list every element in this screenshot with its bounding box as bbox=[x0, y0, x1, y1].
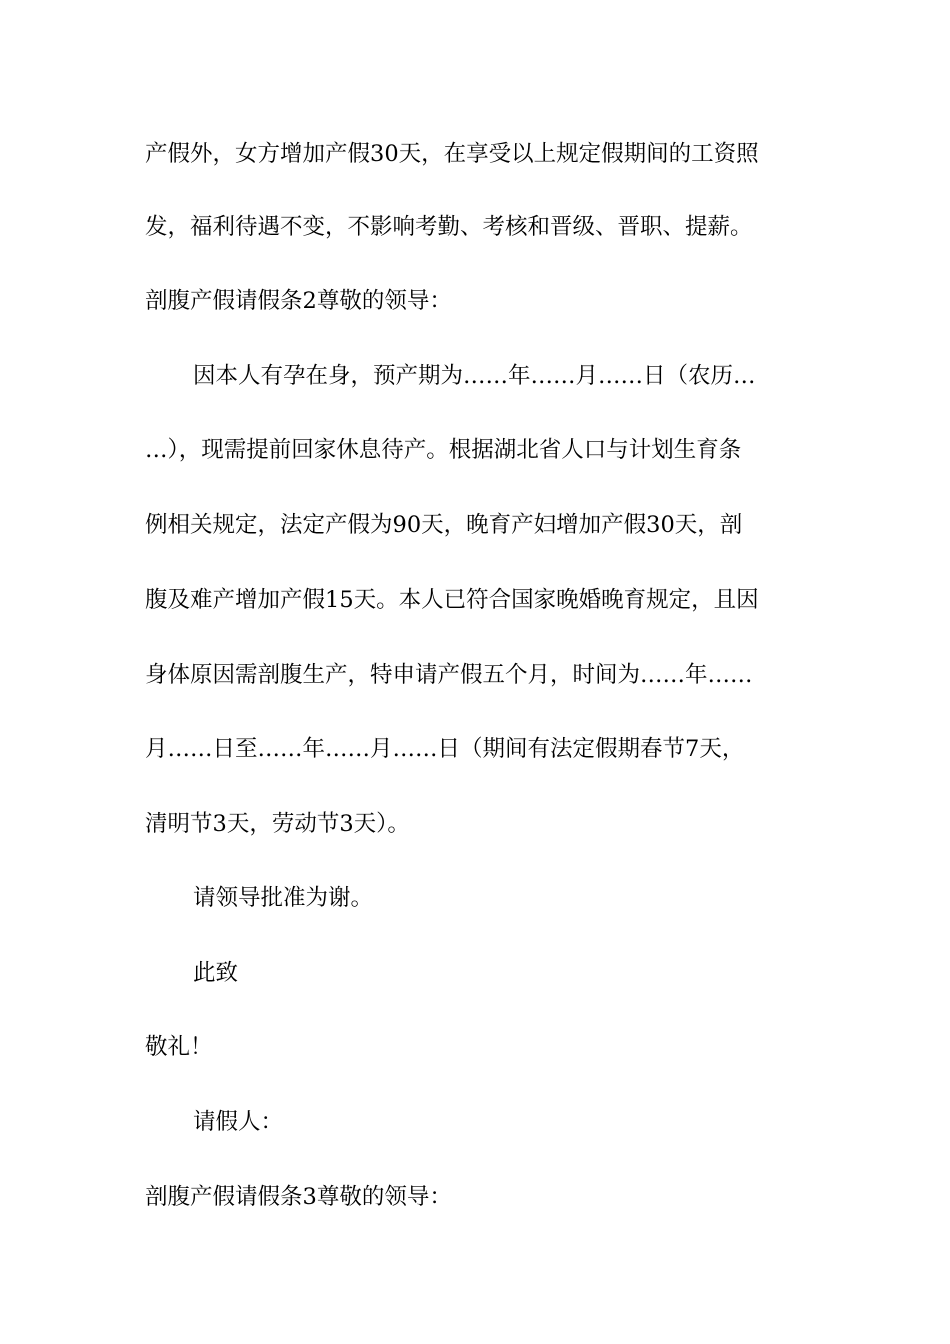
letter-heading: 剖腹产假请假条2尊敬的领导： bbox=[145, 288, 452, 314]
paragraph-line: 清明节3天，劳动节3天）。 bbox=[145, 811, 410, 837]
paragraph-line: 月……日至……年……月……日（期间有法定假期春节7天， bbox=[145, 736, 745, 762]
paragraph-line: …），现需提前回家休息待产。根据湖北省人口与计划生育条 bbox=[145, 437, 742, 463]
letter-heading: 剖腹产假请假条3尊敬的领导： bbox=[145, 1184, 452, 1210]
salutation-cizhi: 此致 bbox=[193, 960, 239, 986]
closing-request: 请领导批准为谢。 bbox=[193, 885, 374, 911]
paragraph-line: 身体原因需剖腹生产，特申请产假五个月，时间为……年…… bbox=[145, 662, 753, 688]
signature-label: 请假人： bbox=[193, 1109, 284, 1135]
paragraph-line: 例相关规定，法定产假为90天，晚育产妇增加产假30天，剖 bbox=[145, 512, 743, 538]
paragraph-line: 因本人有孕在身，预产期为……年……月……日（农历… bbox=[193, 363, 756, 389]
paragraph-line: 腹及难产增加产假15天。本人已符合国家晚婚晚育规定，且因 bbox=[145, 587, 759, 613]
paragraph-line: 产假外，女方增加产假30天，在享受以上规定假期间的工资照 bbox=[145, 141, 759, 167]
paragraph-line: 发，福利待遇不变，不影响考勤、考核和晋级、晋职、提薪。 bbox=[145, 214, 753, 240]
salutation-jingli: 敬礼！ bbox=[145, 1034, 213, 1060]
